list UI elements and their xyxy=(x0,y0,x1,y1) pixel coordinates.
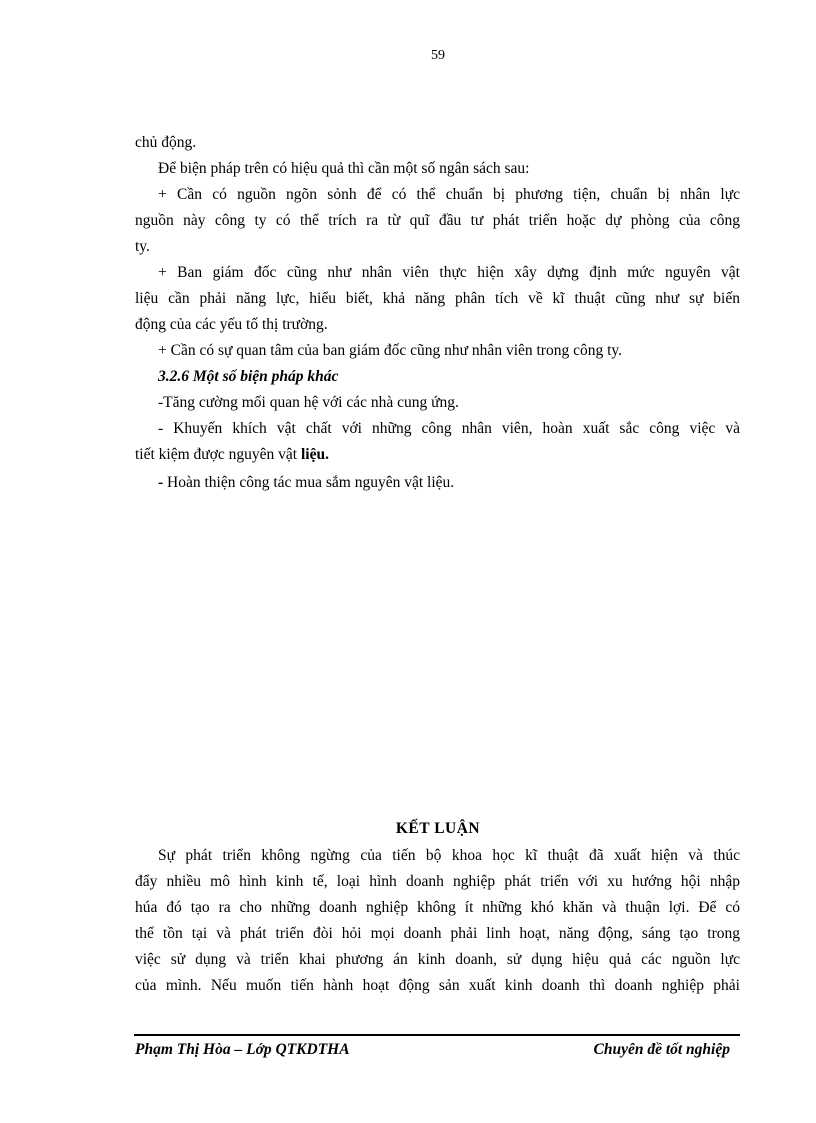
body-line: + Cần có sự quan tâm của ban giám đốc cũng như nhân viên trong công ty. xyxy=(158,342,623,359)
page-number: 59 xyxy=(431,48,445,63)
footer-divider xyxy=(134,1034,740,1036)
body-line: ty. xyxy=(135,238,150,255)
conclusion-line: húa đó tạo ra cho những doanh nghiệp không ít những khó khăn và thuận lợi. Để có xyxy=(135,899,740,916)
measure-bullet: - xyxy=(158,474,168,491)
conclusion-line: việc sử dụng và triển khai phương án kinh doanh, sử dụng hiệu quả các nguồn lực xyxy=(135,951,740,968)
measure-line: - Khuyến khích vật chất với những công nhân viên, hoàn xuất sắc công việc và xyxy=(158,420,740,437)
conclusion-line: của mình. Nếu muốn tiến hành hoạt động sản xuất kinh doanh thì doanh nghiệp phải xyxy=(135,977,740,994)
measure-line xyxy=(135,445,740,465)
footer-document-title: Chuyên đề tốt nghiệp xyxy=(593,1041,730,1058)
conclusion-line: thể tồn tại và phát triển đòi hỏi mọi doanh phải linh hoạt, năng động, sáng tạo trong xyxy=(135,925,740,942)
measure-text-bold: liệu. xyxy=(300,446,329,463)
conclusion-line: Sự phát triển không ngừng của tiến bộ khoa học kĩ thuật đã xuất hiện và thúc xyxy=(158,847,740,864)
measure-text: Hoàn thiện công tác mua sắm nguyên vật liệu. xyxy=(167,474,455,491)
measure-line xyxy=(158,473,740,493)
conclusion-line: đẩy nhiều mô hình kinh tế, loại hình doanh nghiệp phát triển với xu hướng hội nhập xyxy=(135,873,740,890)
measure-line: -Tăng cường mối quan hệ với các nhà cung ứng. xyxy=(158,394,459,411)
body-line: + Ban giám đốc cũng như nhân viên thực hiện xây dựng định mức nguyên vật xyxy=(158,264,740,281)
body-line: chủ động. xyxy=(135,134,197,151)
subheading: 3.2.6 Một số biện pháp khác xyxy=(158,368,339,385)
body-line: nguồn này công ty có thể trích ra từ quĩ đầu tư phát triển hoặc dự phòng của công xyxy=(135,212,740,229)
measure-text: tiết kiệm được nguyên vật xyxy=(135,446,301,463)
conclusion-title: KẾT LUẬN xyxy=(395,820,481,837)
body-line: liệu cần phải năng lực, hiểu biết, khả năng phân tích về kĩ thuật cũng như sự biến xyxy=(135,290,740,307)
body-line: + Cần có nguồn ngõn sỏnh để có thể chuẩn bị phương tiện, chuẩn bị nhân lực xyxy=(158,186,740,203)
footer-author: Phạm Thị Hòa – Lớp QTKDTHA xyxy=(135,1041,350,1058)
body-line: Để biện pháp trên có hiệu quả thì cần một số ngân sách sau: xyxy=(158,160,530,177)
body-line: động của các yếu tố thị trường. xyxy=(135,316,328,333)
